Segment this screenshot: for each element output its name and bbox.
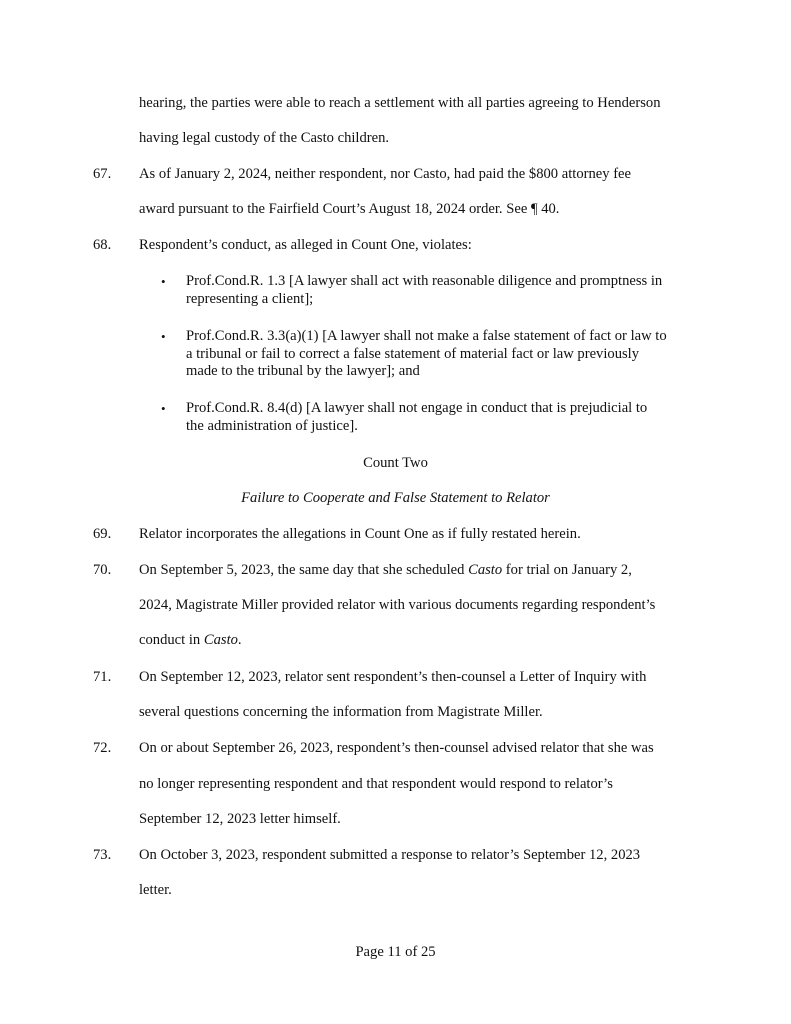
paragraph-70-line-3-text-c: . <box>237 632 242 648</box>
bullet-3-line-2: the administration of justice]. <box>186 418 358 434</box>
paragraph-70-line-1-text-c: for trial on January 2, <box>502 562 632 578</box>
paragraph-71-line-2: several questions concerning the information from Magistrate Miller. <box>139 704 543 720</box>
paragraph-68-number: 68. <box>93 237 112 253</box>
paragraph-69-number: 69. <box>93 526 112 542</box>
paragraph-67-line-1: As of January 2, 2024, neither respondent, nor Casto, had paid the $800 attorney fee <box>139 166 632 182</box>
paragraph-72-number: 72. <box>93 740 112 756</box>
paragraph-70-line-3-text-a: conduct in <box>139 632 204 648</box>
bullet-3-symbol: • <box>161 401 166 416</box>
paragraph-70-line-2: 2024, Magistrate Miller provided relator with various documents regarding respondent’s <box>139 597 656 613</box>
paragraph-71-number: 71. <box>93 669 112 685</box>
paragraph-70-line-1 <box>139 561 632 579</box>
bullet-3-line-1: Prof.Cond.R. 8.4(d) [A lawyer shall not engage in conduct that is prejudicial to <box>186 400 648 416</box>
paragraph-66-line-1: hearing, the parties were able to reach a settlement with all parties agreeing to Henderson <box>139 95 661 111</box>
paragraph-69-line-1: Relator incorporates the allegations in Count One as if fully restated herein. <box>139 526 581 542</box>
paragraph-66-line-2: having legal custody of the Casto children. <box>139 130 390 146</box>
page-number-footer: Page 11 of 25 <box>355 944 436 960</box>
paragraph-73-number: 73. <box>93 847 112 863</box>
count-two-heading: Count Two <box>363 455 428 471</box>
paragraph-70-line-3 <box>139 631 242 649</box>
paragraph-71-line-1: On September 12, 2023, relator sent respondent’s then-counsel a Letter of Inquiry with <box>139 669 647 685</box>
bullet-2-symbol: • <box>161 329 166 344</box>
bullet-1-line-1: Prof.Cond.R. 1.3 [A lawyer shall act with reasonable diligence and promptness in <box>186 273 663 289</box>
bullet-2-line-1: Prof.Cond.R. 3.3(a)(1) [A lawyer shall not make a false statement of fact or law to <box>186 328 667 344</box>
paragraph-68-line-1: Respondent’s conduct, as alleged in Count One, violates: <box>139 237 472 253</box>
bullet-2-line-2: a tribunal or fail to correct a false statement of material fact or law previously <box>186 346 640 362</box>
count-two-subheading: Failure to Cooperate and False Statement to Relator <box>241 490 550 506</box>
paragraph-67-number: 67. <box>93 166 112 182</box>
bullet-1-symbol: • <box>161 274 166 289</box>
paragraph-72-line-3: September 12, 2023 letter himself. <box>139 811 341 827</box>
paragraph-73-line-1: On October 3, 2023, respondent submitted a response to relator’s September 12, 2023 <box>139 847 641 863</box>
paragraph-67-line-2: award pursuant to the Fairfield Court’s August 18, 2024 order. See ¶ 40. <box>139 201 560 217</box>
paragraph-70-number: 70. <box>93 562 112 578</box>
paragraph-72-line-2: no longer representing respondent and that respondent would respond to relator’s <box>139 776 613 792</box>
bullet-1-line-2: representing a client]; <box>186 291 314 307</box>
paragraph-73-line-2: letter. <box>139 882 172 898</box>
bullet-2-line-3: made to the tribunal by the lawyer]; and <box>186 363 420 379</box>
case-name-casto-2: Casto <box>203 632 238 648</box>
paragraph-70-line-1-text-a: On September 5, 2023, the same day that she scheduled <box>139 562 469 578</box>
paragraph-72-line-1: On or about September 26, 2023, respondent’s then-counsel advised relator that she was <box>139 740 654 756</box>
case-name-casto: Casto <box>468 562 503 578</box>
